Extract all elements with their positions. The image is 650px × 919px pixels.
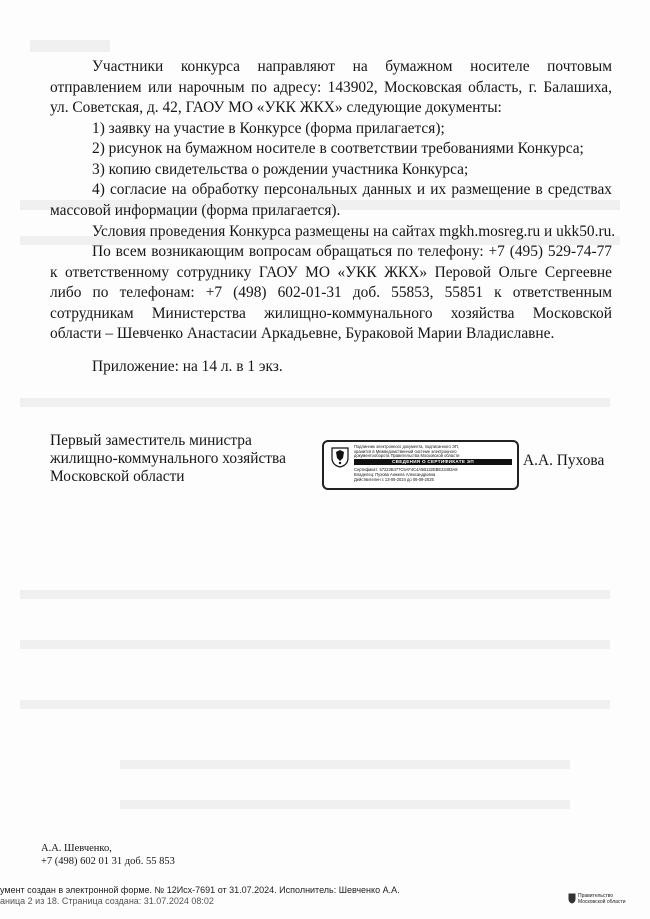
document-footer xyxy=(0,885,560,907)
signatory-title-line-3: Московской области xyxy=(50,468,185,485)
government-logo xyxy=(568,893,628,913)
coat-of-arms-icon xyxy=(330,446,350,468)
signatory-title-line-1: Первый заместитель министра xyxy=(50,432,252,449)
stamp-details xyxy=(354,467,514,482)
stamp-notice-line-2: хранится в Межведомственной системе электронного xyxy=(354,448,457,454)
list-item-3: 3) копию свидетельства о рождении участника Конкурса; xyxy=(92,161,469,178)
stamp-certificate: Сертификат: 67223B477C5AF4C4A5B132EBE23493A8 xyxy=(354,467,458,472)
body-line-13: сотрудникам Министерства жилищно-коммунального хозяйства Московской xyxy=(50,305,612,322)
list-item-4-cont: массовой информации (форма прилагается). xyxy=(50,202,341,219)
stamp-owner: Владелец: Пухова Анжела Александровна xyxy=(354,472,436,477)
stamp-notice xyxy=(354,445,514,459)
signatory-name: А.А. Пухова xyxy=(523,452,605,469)
bleed-through-7 xyxy=(20,700,610,709)
list-item-1: 1) заявку на участие в Конкурсе (форма прилагается); xyxy=(92,120,445,137)
body-line-12: либо по телефонам: +7 (498) 602-01-31 доб. 55853, 55851 к ответственным xyxy=(50,284,612,301)
bleed-through-1 xyxy=(30,40,110,52)
signatory-title-line-2: жилищно-коммунального хозяйства xyxy=(50,450,286,467)
stamp-validity: Действителен с 13-06-2024 до 06-09-2025 xyxy=(354,477,434,482)
bleed-through-5 xyxy=(20,590,610,599)
body-line-2: отправлением или нарочным по адресу: 143902, Московская область, г. Балашиха, xyxy=(50,79,612,96)
stamp-notice-line-3: документооборота Правительства Московской области xyxy=(354,453,460,459)
signatory-title xyxy=(50,432,286,486)
executor-name: А.А. Шевченко, xyxy=(41,843,112,854)
footer-registration-line: умент создан в электронной форме. № 12Исх-7691 от 31.07.2024. Исполнитель: Шевченко А.А. xyxy=(0,885,400,895)
bleed-through-4 xyxy=(20,398,610,407)
body-line-phone: По всем возникающим вопросам обращаться по телефону: +7 (495) 529-74-77 xyxy=(92,243,612,260)
stamp-notice-line-1: Подлинник электронного документа, подписанного ЭП, xyxy=(354,444,459,449)
body-line-11: к ответственному сотруднику ГАОУ МО «УКК ЖКХ» Перовой Ольге Сергеевне xyxy=(50,264,612,281)
body-line-14: области – Шевченко Анастасии Аркадьевне, Бураковой Марии Владиславне. xyxy=(50,325,555,342)
bleed-through-6 xyxy=(20,640,610,649)
government-logo-text xyxy=(578,893,626,905)
stamp-header: СВЕДЕНИЯ О СЕРТИФИКАТЕ ЭП xyxy=(354,459,512,465)
gov-line-2: Московской области xyxy=(578,899,626,905)
emblem-icon xyxy=(568,893,576,904)
executor-phone: +7 (498) 602 01 31 доб. 55 853 xyxy=(41,856,175,867)
attachment-note: Приложение: на 14 л. в 1 экз. xyxy=(92,358,283,375)
electronic-signature-stamp xyxy=(322,440,519,490)
gov-line-1: Правительство xyxy=(578,893,614,899)
body-line-3: ул. Советская, д. 42, ГАОУ МО «УКК ЖКХ» следующие документы: xyxy=(50,99,502,116)
list-item-2: 2) рисунок на бумажном носителе в соответствии требованиями Конкурса; xyxy=(92,140,584,157)
footer-page-line: аница 2 из 18. Страница создана: 31.07.2024 08:02 xyxy=(0,896,214,906)
body-line-1: Участники конкурса направляют на бумажном носителе почтовым xyxy=(92,58,612,75)
list-item-4: 4) согласие на обработку персональных данных и их размещение в средствах xyxy=(92,181,612,198)
body-line-websites: Условия проведения Конкурса размещены на сайтах mgkh.mosreg.ru и ukk50.ru. xyxy=(92,223,616,240)
bleed-through-9 xyxy=(120,800,570,809)
bleed-through-8 xyxy=(120,760,570,769)
